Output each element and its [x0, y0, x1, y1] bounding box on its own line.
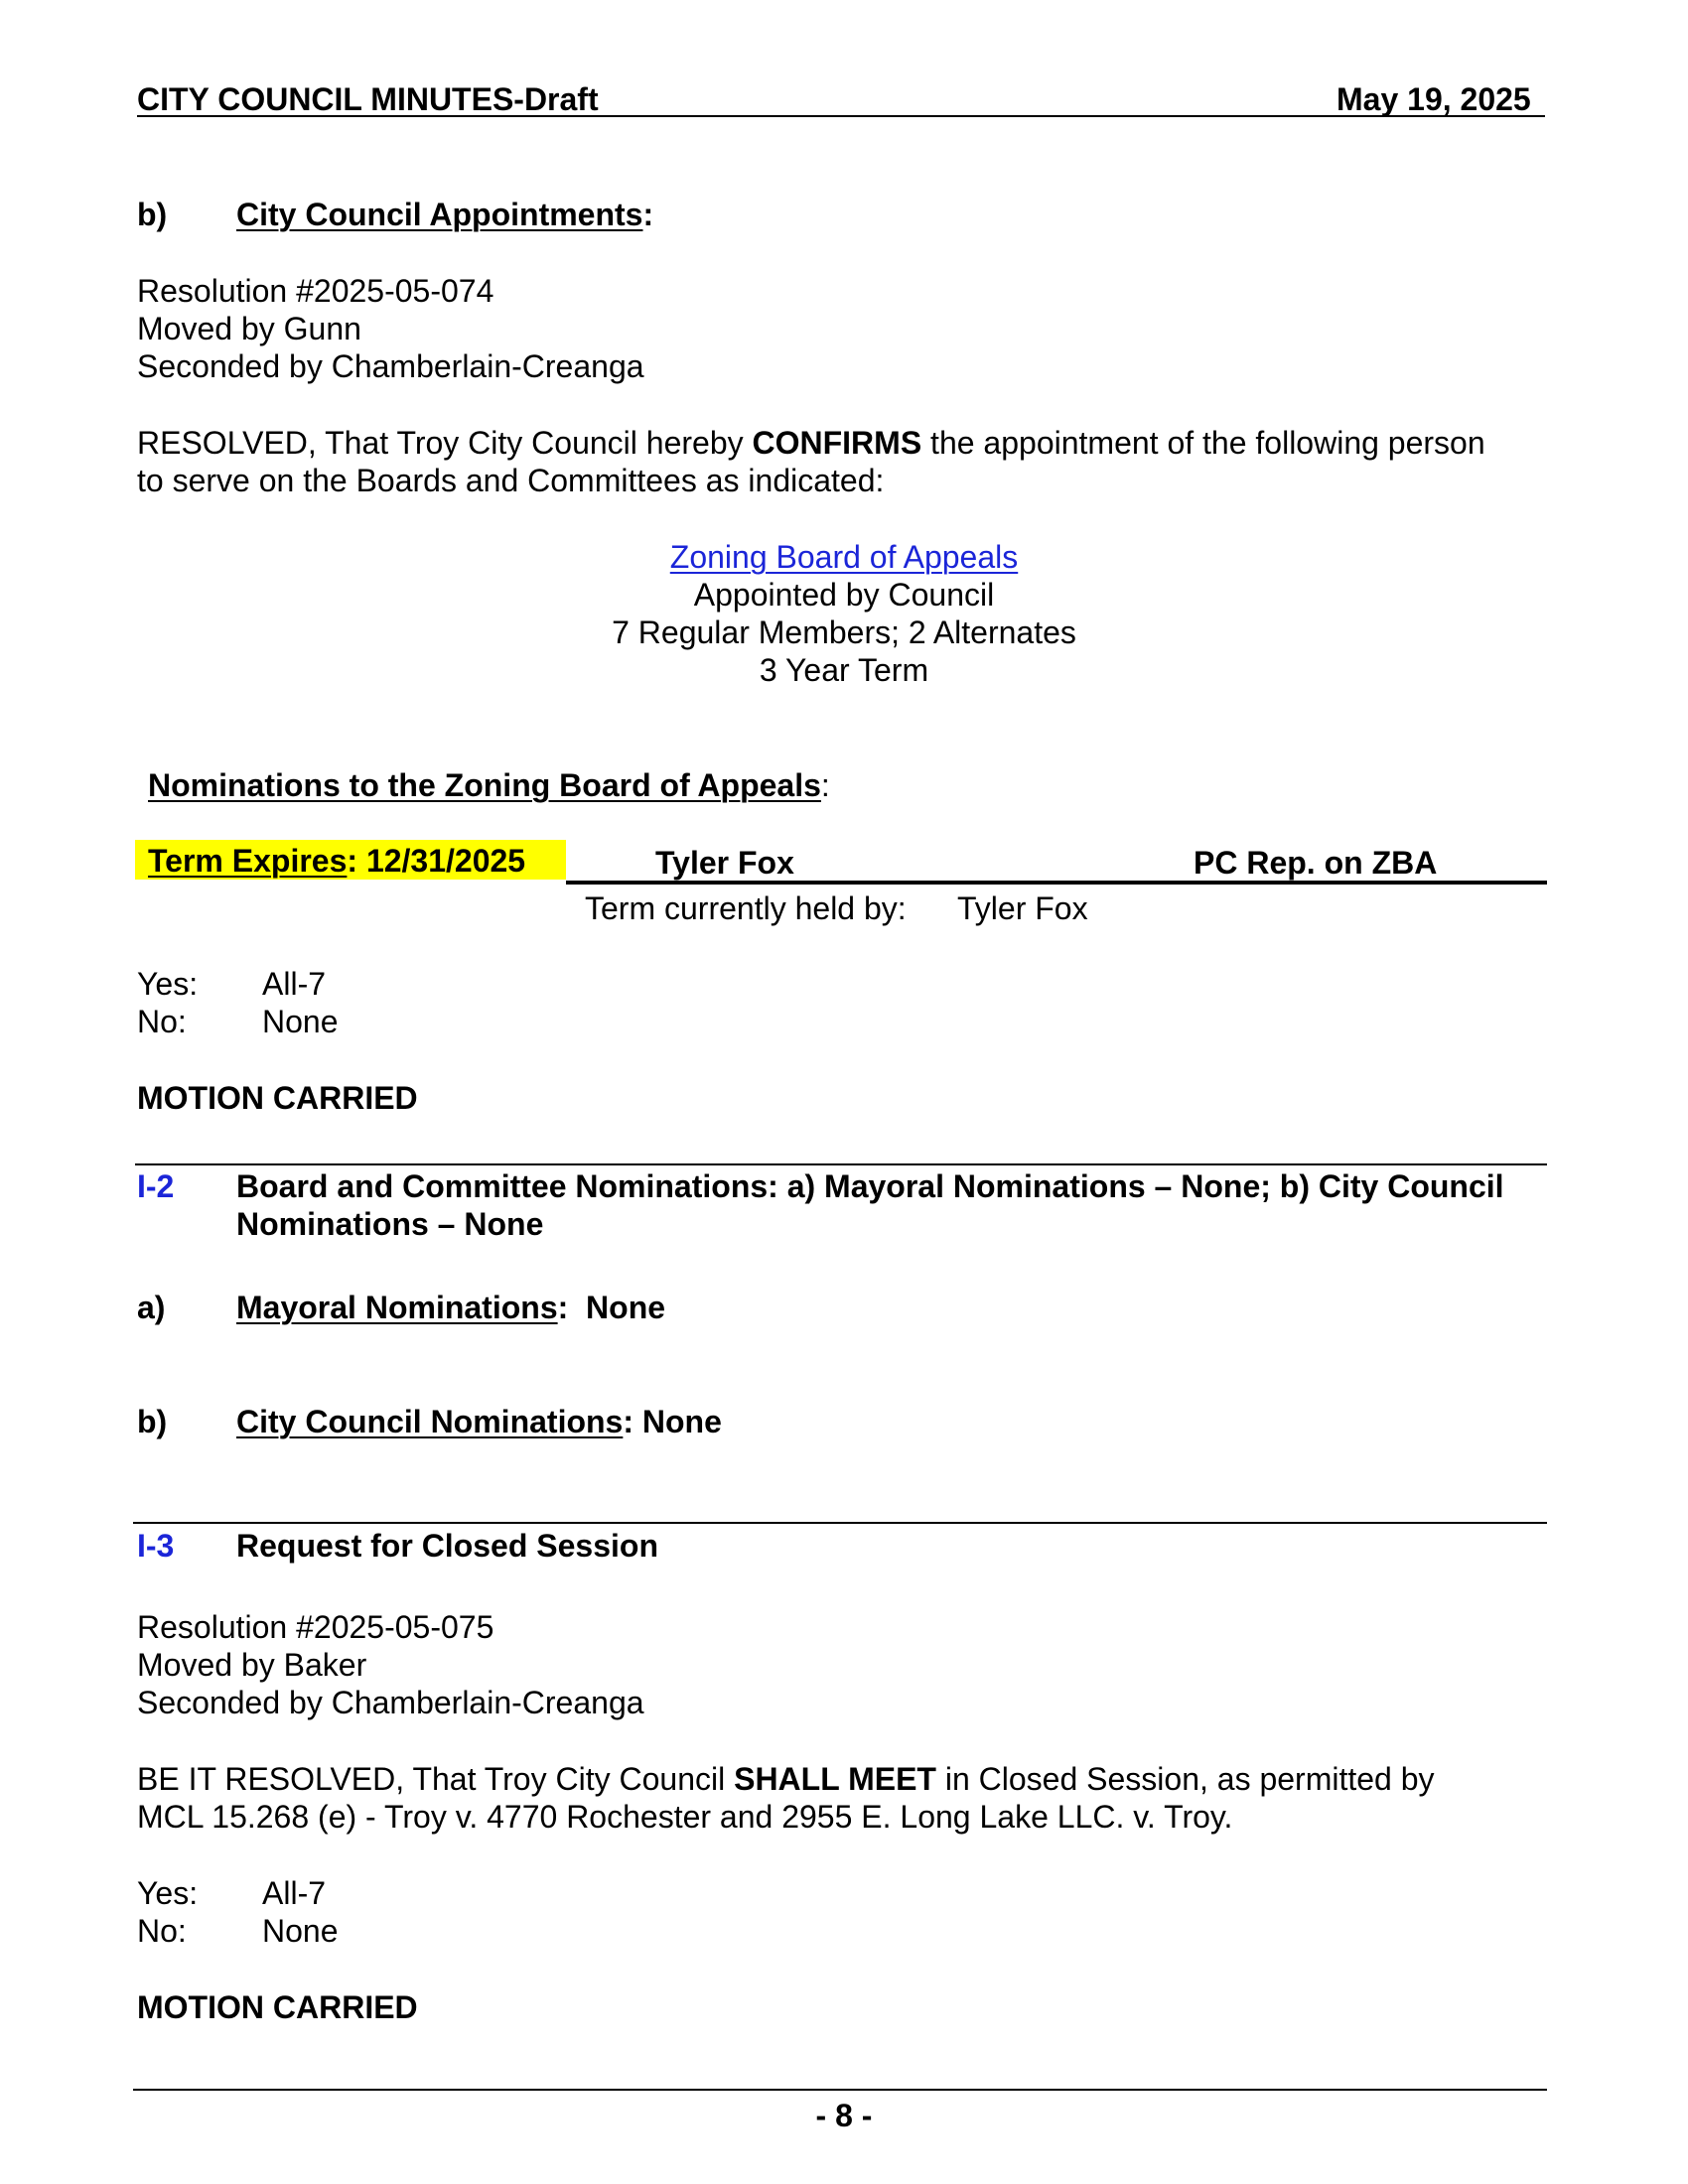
motion-carried: MOTION CARRIED [137, 1080, 418, 1116]
term-held-name: Tyler Fox [957, 890, 1088, 926]
term-expires [148, 842, 525, 880]
item-i3-vote-yes-label: Yes: [137, 1875, 199, 1911]
nominee-rule [566, 881, 1547, 885]
section-b-marker: b) [137, 197, 168, 232]
term-expires-value: : 12/31/2025 [347, 843, 526, 879]
header-rule [137, 115, 1545, 117]
resolved-paragraph-line1 [137, 424, 1485, 462]
nominee-role: PC Rep. on ZBA [1194, 845, 1438, 881]
item-i3-moved: Moved by Baker [137, 1647, 367, 1683]
header-title: CITY COUNCIL MINUTES-Draft [137, 81, 599, 117]
board-link-row [0, 538, 1688, 576]
item-i3-vote-no-value: None [262, 1913, 339, 1949]
resolution-number: Resolution #2025-05-074 [137, 273, 494, 309]
header-date: May 19, 2025 [1336, 81, 1531, 117]
item-i3-title: Request for Closed Session [236, 1528, 658, 1564]
board-link[interactable]: Zoning Board of Appeals [669, 539, 1019, 575]
item-i3-resolved-line2: MCL 15.268 (e) - Troy v. 4770 Rochester and 2955 E. Long Lake LLC. v. Troy. [137, 1799, 1233, 1835]
council-nominations-value: : None [623, 1404, 722, 1439]
item-i3-number: I-3 [137, 1528, 175, 1564]
council-nominations [236, 1403, 722, 1440]
item-i3-vote-yes-value: All-7 [262, 1875, 327, 1911]
mayoral-nominations [236, 1289, 665, 1326]
item-i2-a-marker: a) [137, 1290, 166, 1325]
resolved-post: the appointment of the following person [921, 425, 1485, 461]
item-i2-number: I-2 [137, 1168, 175, 1204]
item-i2-title-line2: Nominations – None [236, 1206, 544, 1242]
item-i3-vote-no-label: No: [137, 1913, 187, 1949]
item-i3-resolved-post: in Closed Session, as permitted by [935, 1761, 1435, 1797]
item-i3-motion-carried: MOTION CARRIED [137, 1989, 418, 2025]
resolved-keyword: CONFIRMS [752, 425, 922, 461]
board-term: 3 Year Term [759, 652, 929, 688]
section-b-title: City Council Appointments [236, 197, 643, 232]
item-i2-rule [135, 1163, 1547, 1165]
resolved-pre: RESOLVED, That Troy City Council hereby [137, 425, 753, 461]
board-appointed: Appointed by Council [693, 577, 995, 613]
mayoral-nominations-value: : None [557, 1290, 666, 1325]
item-i3-resolved-pre: BE IT RESOLVED, That Troy City Council [137, 1761, 735, 1797]
item-i3-resolution: Resolution #2025-05-075 [137, 1609, 494, 1645]
item-i2-title-line1: Board and Committee Nominations: a) Mayoral Nominations – None; b) City Council [236, 1168, 1504, 1204]
item-i2-b-marker: b) [137, 1404, 168, 1439]
mayoral-nominations-title: Mayoral Nominations [236, 1290, 558, 1325]
moved-by: Moved by Gunn [137, 311, 361, 346]
nominations-heading [148, 766, 830, 804]
vote-no-label: No: [137, 1004, 187, 1039]
nominations-suffix: : [820, 767, 830, 803]
term-held-label: Term currently held by: [585, 890, 907, 926]
council-nominations-title: City Council Nominations [236, 1404, 624, 1439]
vote-no-value: None [262, 1004, 339, 1039]
nominations-title: Nominations to the Zoning Board of Appeals [148, 767, 821, 803]
seconded-by: Seconded by Chamberlain-Creanga [137, 348, 644, 384]
item-i3-rule [133, 1522, 1547, 1524]
vote-yes-label: Yes: [137, 966, 199, 1002]
resolved-paragraph-line2: to serve on the Boards and Committees as indicated: [137, 463, 885, 498]
item-i3-seconded: Seconded by Chamberlain-Creanga [137, 1685, 644, 1720]
item-i3-resolved-keyword: SHALL MEET [734, 1761, 936, 1797]
section-b-title-suffix: : [642, 197, 654, 232]
page-number: - 8 - [815, 2098, 873, 2133]
term-expires-label: Term Expires [148, 843, 348, 879]
section-b-heading [236, 196, 653, 233]
vote-yes-value: All-7 [262, 966, 327, 1002]
nominee-name: Tyler Fox [655, 845, 794, 881]
item-i3-resolved-line1 [137, 1760, 1435, 1798]
board-members: 7 Regular Members; 2 Alternates [612, 614, 1076, 650]
footer-rule [133, 2089, 1547, 2091]
